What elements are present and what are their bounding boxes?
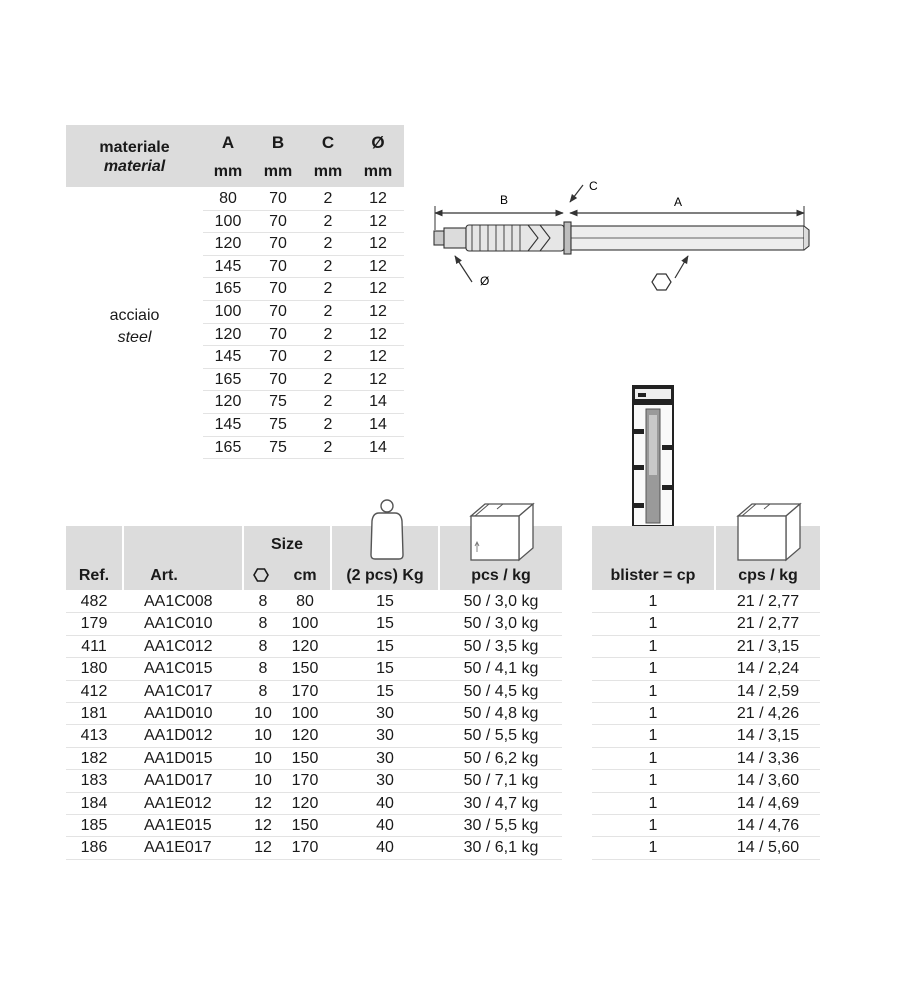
spec-row (203, 323, 404, 347)
sleeve (466, 225, 564, 251)
size-header: Size (270, 536, 303, 553)
cell-blister: 1 (648, 615, 658, 633)
spec-cell-a: 80 (219, 190, 237, 207)
cell-cps: 14 / 5,60 (736, 839, 800, 857)
spec-cell-c: 2 (323, 393, 333, 411)
cell-blister: 1 (648, 660, 658, 678)
spec-cell-b: 70 (269, 257, 287, 275)
cell-kg: 15 (376, 637, 394, 655)
table-row (66, 814, 562, 837)
hex-icon (652, 274, 671, 290)
spec-cell-b: 70 (269, 325, 287, 343)
cell-blister: 1 (648, 749, 658, 767)
spec-cell-c: 2 (323, 348, 333, 366)
spec-cell-a: 120 (214, 393, 242, 411)
spec-cell-a: 100 (214, 303, 242, 320)
table-row (592, 769, 820, 792)
table-row (66, 657, 562, 680)
cell-kg: 30 (376, 705, 394, 722)
cell-cm: 170 (291, 682, 319, 700)
cell-kg: 30 (376, 772, 394, 790)
spec-cell-diameter: 12 (369, 212, 387, 230)
cell-pcs: 30 / 5,5 kg (463, 817, 539, 834)
cell-cm: 100 (291, 705, 319, 722)
cell-cps: 14 / 3,15 (736, 727, 800, 745)
spec-cell-a: 165 (214, 438, 242, 456)
cell-art: AA1C015 (144, 660, 213, 678)
spec-cell-diameter: 12 (369, 348, 387, 366)
cell-ref: 180 (80, 660, 108, 678)
spec-cell-diameter: 12 (369, 190, 387, 207)
spec-cell-a: 100 (214, 212, 242, 230)
cell-blister: 1 (648, 839, 658, 857)
table-row (66, 836, 562, 859)
cell-hex: 8 (258, 615, 268, 633)
cell-kg: 15 (376, 615, 394, 633)
table-row (66, 680, 562, 703)
cell-cm: 150 (291, 660, 319, 678)
label-a: A (673, 195, 683, 209)
cell-art: AA1E017 (144, 839, 212, 857)
size-cm-header: cm (293, 567, 317, 584)
spec-row (203, 345, 404, 369)
spec-cell-c: 2 (323, 190, 333, 207)
cell-cps: 21 / 4,26 (736, 705, 800, 722)
cell-hex: 8 (258, 593, 268, 610)
cell-ref: 184 (80, 794, 108, 812)
table-row (592, 612, 820, 635)
cell-art: AA1C010 (144, 615, 213, 633)
cell-ref: 183 (80, 772, 108, 790)
spec-cell-c: 2 (323, 303, 333, 320)
cell-cm: 120 (291, 794, 319, 812)
spec-cell-diameter: 12 (369, 303, 387, 320)
table-row (592, 680, 820, 703)
cell-art: AA1E012 (144, 794, 212, 812)
cell-pcs: 50 / 3,0 kg (463, 593, 539, 610)
cell-cm: 100 (291, 615, 319, 633)
spec-row (203, 390, 404, 414)
cell-kg: 30 (376, 727, 394, 745)
cell-cm: 170 (291, 839, 319, 857)
spec-row (203, 436, 404, 460)
cell-kg: 40 (376, 794, 394, 812)
material-label: materiale (99, 139, 170, 156)
cell-pcs: 50 / 7,1 kg (463, 772, 539, 790)
cell-cm: 170 (291, 772, 319, 790)
cell-cm: 150 (291, 817, 319, 834)
cell-pcs: 50 / 3,0 kg (463, 615, 539, 633)
material-label-en: material (103, 158, 166, 175)
cell-ref: 482 (80, 593, 108, 610)
cell-cps: 14 / 2,59 (736, 682, 800, 700)
table-row (66, 747, 562, 770)
table-row (66, 724, 562, 747)
spec-row (203, 187, 404, 211)
spec-cell-b: 75 (269, 438, 287, 456)
box-icon (469, 502, 535, 562)
cell-cps: 21 / 2,77 (736, 593, 800, 610)
cell-pcs: 50 / 4,5 kg (463, 682, 539, 700)
table-row (66, 612, 562, 635)
cell-ref: 182 (80, 749, 108, 767)
spec-cell-diameter: 12 (369, 370, 387, 388)
spec-row (203, 413, 404, 437)
cell-cps: 14 / 3,36 (736, 749, 800, 767)
table-row (66, 769, 562, 792)
spec-row (203, 232, 404, 256)
cell-kg: 40 (376, 817, 394, 834)
spec-cell-a: 145 (214, 348, 242, 366)
weight-icon (370, 497, 404, 561)
cell-pcs: 50 / 4,8 kg (463, 705, 539, 722)
cell-cps: 14 / 4,76 (736, 817, 800, 834)
cell-cm: 120 (291, 727, 319, 745)
cell-blister: 1 (648, 817, 658, 834)
cell-art: AA1E015 (144, 817, 212, 834)
hex-icon (252, 567, 270, 583)
cell-hex: 12 (254, 839, 272, 857)
spec-cell-b: 70 (269, 370, 287, 388)
cell-blister: 1 (648, 794, 658, 812)
cell-cm: 80 (296, 593, 314, 610)
packaging-table-header (592, 526, 820, 590)
table-row (66, 792, 562, 815)
table-row (66, 635, 562, 658)
cell-cps: 21 / 3,15 (736, 637, 800, 655)
cell-ref: 411 (81, 637, 107, 655)
table-row (592, 724, 820, 747)
cell-cps: 14 / 4,69 (736, 794, 800, 812)
cell-hex: 8 (258, 637, 268, 655)
spec-cell-a: 145 (214, 257, 242, 275)
cell-pcs: 30 / 4,7 kg (463, 794, 539, 812)
cell-hex: 12 (254, 817, 272, 834)
cell-cps: 14 / 2,24 (736, 660, 800, 678)
cell-hex: 10 (254, 705, 272, 722)
table-row (592, 702, 820, 725)
cell-ref: 185 (80, 817, 108, 834)
spec-cell-a: 165 (214, 370, 242, 388)
spec-cell-c: 2 (323, 257, 333, 275)
cell-ref: 413 (80, 727, 108, 745)
material-value: acciaio steel (109, 307, 160, 346)
spec-cell-a: 165 (214, 280, 242, 298)
product-table-header (66, 526, 562, 590)
blister-header: blister = cp (610, 567, 696, 584)
art-header: Art. (150, 567, 178, 584)
cell-kg: 40 (376, 839, 394, 857)
table-row (592, 590, 820, 613)
cell-blister: 1 (648, 727, 658, 745)
spec-cell-b: 70 (269, 190, 287, 207)
cell-art: AA1D012 (144, 727, 213, 745)
spec-cell-c: 2 (323, 235, 333, 253)
cell-cps: 14 / 3,60 (736, 772, 800, 790)
table-row (592, 657, 820, 680)
spec-cell-b: 70 (269, 212, 287, 230)
cell-pcs: 30 / 6,1 kg (463, 839, 539, 857)
spec-cell-b: 75 (269, 416, 287, 433)
cell-ref: 179 (80, 615, 108, 633)
cell-ref: 412 (80, 682, 108, 700)
cps-header: cps / kg (738, 567, 798, 584)
table-row (66, 702, 562, 725)
cell-blister: 1 (648, 705, 658, 722)
anchor-bolt-diagram (420, 170, 820, 300)
cell-pcs: 50 / 4,1 kg (463, 660, 539, 678)
cell-hex: 12 (254, 794, 272, 812)
cell-hex: 8 (258, 682, 268, 700)
cell-pcs: 50 / 6,2 kg (463, 749, 539, 767)
cell-art: AA1C012 (144, 637, 213, 655)
cell-art: AA1C017 (144, 682, 213, 700)
label-b: B (499, 193, 509, 207)
ref-header: Ref. (78, 567, 110, 584)
spec-row (203, 300, 404, 324)
material-header (66, 138, 203, 176)
spec-cell-b: 75 (269, 393, 287, 411)
spec-cell-a: 120 (214, 235, 242, 253)
spec-cell-c: 2 (323, 280, 333, 298)
spec-cell-c: 2 (323, 325, 333, 343)
packaging-table (592, 526, 820, 866)
cell-art: AA1D015 (144, 749, 213, 767)
table-row (592, 747, 820, 770)
cell-ref: 186 (80, 839, 108, 857)
spec-cell-a: 120 (214, 325, 242, 343)
cell-hex: 8 (258, 660, 268, 678)
table-row (592, 814, 820, 837)
cell-cps: 21 / 2,77 (736, 615, 800, 633)
spec-cell-diameter: 14 (369, 416, 387, 433)
product-table (66, 526, 562, 866)
cell-hex: 10 (254, 727, 272, 745)
spec-cell-b: 70 (269, 235, 287, 253)
spec-cell-diameter: 12 (369, 235, 387, 253)
spec-row (203, 210, 404, 234)
cell-cm: 120 (291, 637, 319, 655)
table-row (66, 590, 562, 613)
cell-art: AA1D017 (144, 772, 213, 790)
spec-cell-a: 145 (214, 416, 242, 433)
table-row (592, 836, 820, 859)
cell-blister: 1 (648, 593, 658, 610)
cell-pcs: 50 / 5,5 kg (463, 727, 539, 745)
spec-cell-c: 2 (323, 370, 333, 388)
spec-cell-diameter: 14 (369, 438, 387, 456)
spec-cell-diameter: 14 (369, 393, 387, 411)
spec-cell-b: 70 (269, 280, 287, 298)
spec-cell-diameter: 12 (369, 257, 387, 275)
cell-blister: 1 (648, 772, 658, 790)
cell-kg: 30 (376, 749, 394, 767)
pcs-header: pcs / kg (471, 567, 531, 584)
label-diameter: Ø (480, 274, 490, 288)
weight-header: (2 pcs) Kg (346, 567, 424, 584)
cell-art: AA1C008 (144, 593, 213, 610)
cell-ref: 181 (80, 705, 108, 722)
cell-cm: 150 (291, 749, 319, 767)
cell-pcs: 50 / 3,5 kg (463, 637, 539, 655)
label-c: C (589, 179, 598, 193)
cell-kg: 15 (376, 682, 394, 700)
spec-row (203, 277, 404, 301)
spec-table-body (66, 187, 404, 459)
table-row (592, 792, 820, 815)
cell-kg: 15 (376, 660, 394, 678)
cell-kg: 15 (376, 593, 394, 610)
spec-cell-c: 2 (323, 438, 333, 456)
spec-table (66, 125, 404, 459)
spec-cell-diameter: 12 (369, 280, 387, 298)
cell-art: AA1D010 (144, 705, 213, 722)
spec-table-header: materiale material A mm B mm C mm Ø mm (66, 125, 404, 187)
cell-blister: 1 (648, 637, 658, 655)
spec-cell-diameter: 12 (369, 325, 387, 343)
spec-row (203, 368, 404, 392)
spec-cell-b: 70 (269, 348, 287, 366)
anchor-bolt (434, 222, 809, 254)
spec-cell-c: 2 (323, 416, 333, 433)
cell-hex: 10 (254, 772, 272, 790)
spec-cell-b: 70 (269, 303, 287, 320)
spec-cell-c: 2 (323, 212, 333, 230)
cell-blister: 1 (648, 682, 658, 700)
spec-row (203, 255, 404, 279)
box-icon (736, 502, 802, 562)
cell-hex: 10 (254, 749, 272, 767)
table-row (592, 635, 820, 658)
